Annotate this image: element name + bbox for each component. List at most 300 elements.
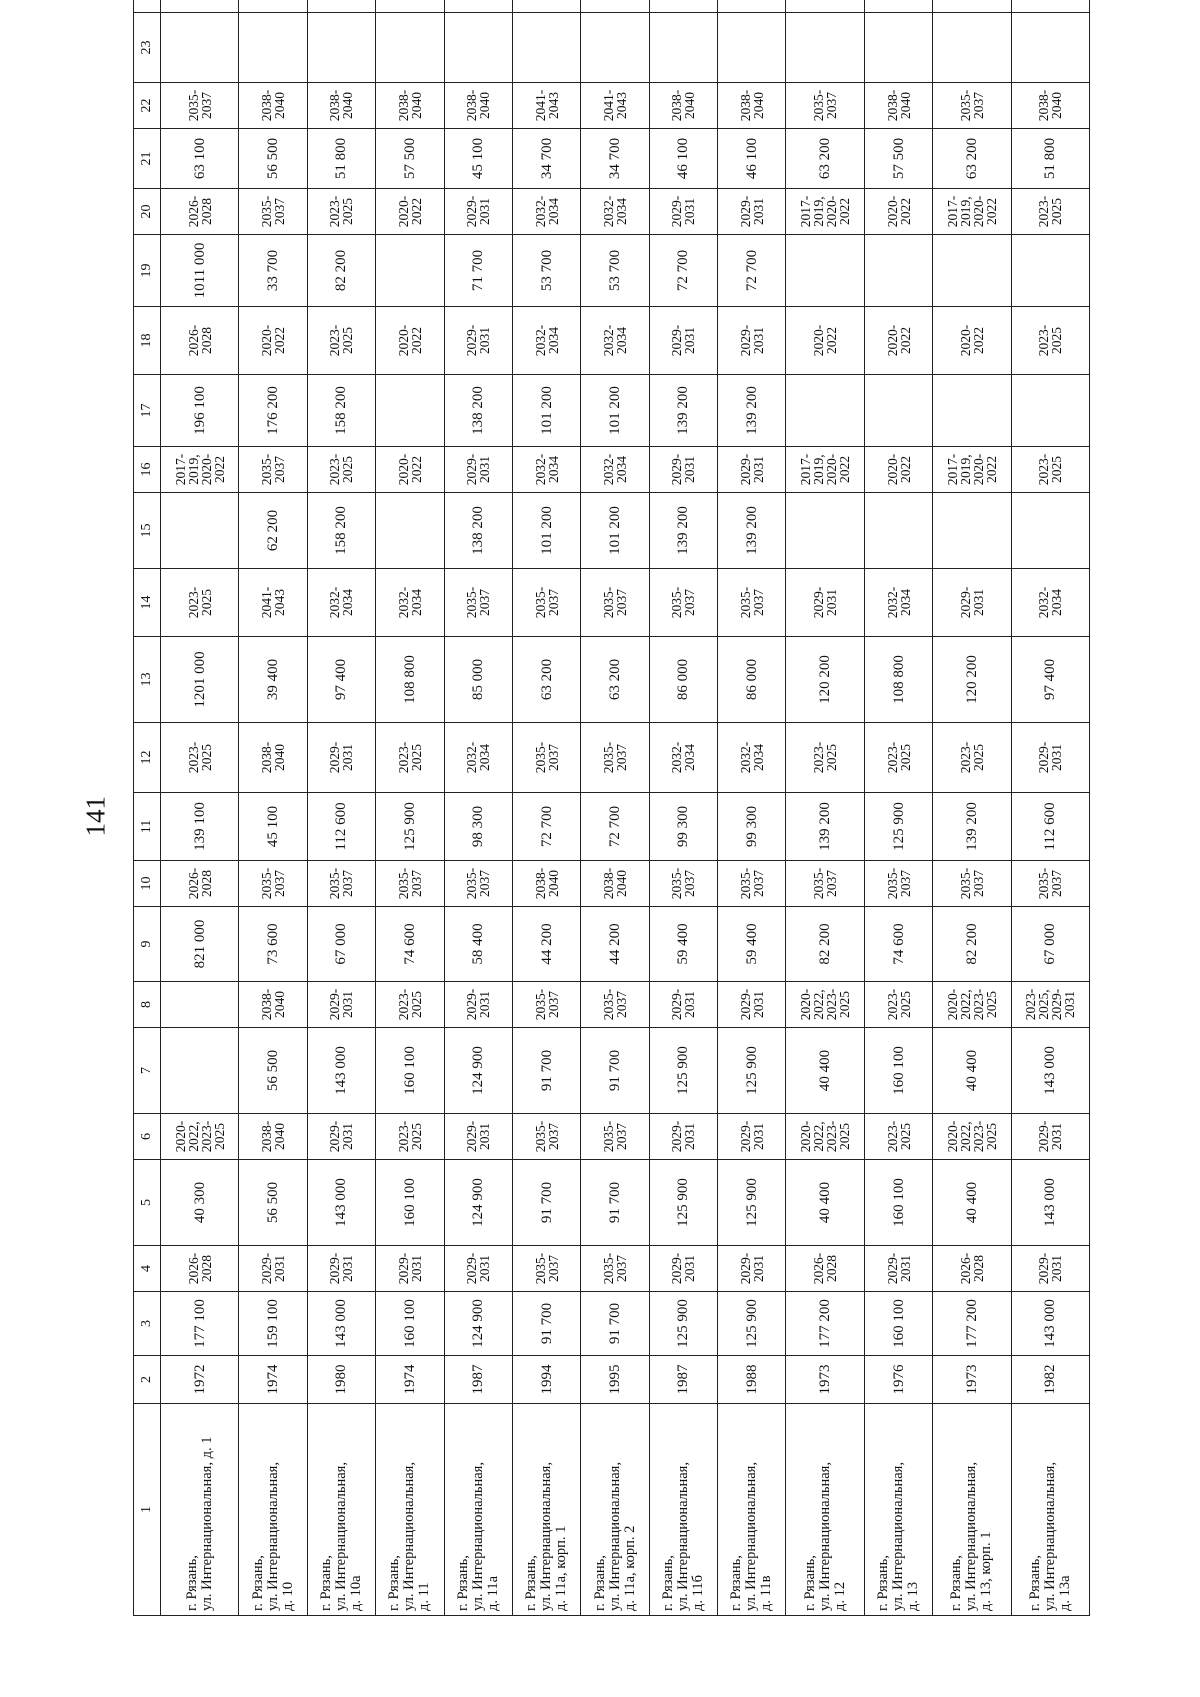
table-cell: 2032- 2034: [444, 723, 512, 793]
table-cell: 177 100: [161, 1292, 239, 1356]
table-cell: 2035- 2037: [933, 861, 1011, 907]
table-cell: [161, 493, 239, 569]
column-header: 10: [134, 861, 161, 907]
table-cell: 1976: [864, 1356, 932, 1404]
column-header: 14: [134, 569, 161, 637]
table-cell: 2038- 2040: [864, 83, 932, 129]
column-header: 2: [134, 1356, 161, 1404]
table-cell: 2035- 2037: [649, 861, 717, 907]
table-cell: 46 100: [649, 129, 717, 189]
table-cell: 2035- 2037: [581, 1246, 649, 1292]
table-cell: 2038- 2040: [376, 83, 444, 129]
table-cell: 2029- 2031: [718, 447, 786, 493]
table-cell: [1011, 375, 1089, 447]
address-cell: г. Рязань, ул. Интернациональная, д. 11а: [444, 1404, 512, 1616]
table-cell: 33 700: [239, 235, 307, 307]
table-cell: 1201 000: [161, 637, 239, 723]
table-cell: 125 900: [864, 793, 932, 861]
overhaul-schedule-table: [133, 0, 1090, 1616]
table-cell: [864, 13, 932, 83]
column-header: 5: [134, 1160, 161, 1246]
table-cell: 159 100: [239, 1292, 307, 1356]
table-cell: 85 000: [444, 637, 512, 723]
table-row: [444, 0, 512, 1616]
table-cell: 143 000: [307, 1292, 375, 1356]
table-cell: 2035- 2037: [581, 569, 649, 637]
table-cell: [933, 375, 1011, 447]
table-cell: [864, 0, 932, 13]
table-row: [161, 0, 239, 1616]
table-cell: 56 500: [239, 1160, 307, 1246]
table-cell: 2017- 2019, 2020- 2022: [786, 189, 864, 235]
table-cell: 98 300: [444, 793, 512, 861]
table-cell: 51 800: [1011, 129, 1089, 189]
table-cell: 2035- 2037: [239, 447, 307, 493]
table-cell: [786, 13, 864, 83]
table-cell: 45 100: [239, 793, 307, 861]
table-cell: 1011 000: [161, 235, 239, 307]
table-cell: 2029- 2031: [444, 982, 512, 1028]
table-cell: 2020- 2022: [864, 307, 932, 375]
address-cell: г. Рязань, ул. Интернациональная, д. 11а, корп. 1: [512, 1404, 580, 1616]
table-cell: 2029- 2031: [307, 1246, 375, 1292]
table-cell: [376, 235, 444, 307]
table-cell: 2029- 2031: [718, 1114, 786, 1160]
table-cell: 2023- 2025, 2029- 2031: [1011, 982, 1089, 1028]
table-cell: 160 100: [864, 1160, 932, 1246]
table-cell: 63 200: [581, 637, 649, 723]
column-header: 3: [134, 1292, 161, 1356]
table-cell: 2035- 2037: [512, 723, 580, 793]
table-cell: [1011, 13, 1089, 83]
table-cell: 2032- 2034: [512, 189, 580, 235]
table-cell: 2038- 2040: [649, 83, 717, 129]
table-cell: 2041- 2043: [581, 83, 649, 129]
table-cell: 139 100: [161, 793, 239, 861]
table-cell: 2035- 2037: [376, 861, 444, 907]
table-cell: 34 700: [512, 129, 580, 189]
table-cell: 120 200: [933, 637, 1011, 723]
table-cell: [307, 0, 375, 13]
table-cell: 39 400: [239, 637, 307, 723]
table-cell: [512, 13, 580, 83]
table-cell: 108 800: [376, 637, 444, 723]
table-cell: 2023- 2025: [1011, 447, 1089, 493]
table-cell: 91 700: [581, 1292, 649, 1356]
table-cell: 63 200: [933, 129, 1011, 189]
table-cell: 2020- 2022: [864, 189, 932, 235]
table-cell: 1973: [933, 1356, 1011, 1404]
address-cell: г. Рязань, ул. Интернациональная, д. 10а: [307, 1404, 375, 1616]
table-cell: 1973: [786, 1356, 864, 1404]
table-cell: 91 700: [581, 1028, 649, 1114]
address-cell: г. Рязань, ул. Интернациональная, д. 1: [161, 1404, 239, 1616]
table-cell: 2035- 2037: [718, 861, 786, 907]
table-cell: 67 000: [307, 907, 375, 982]
table-cell: 160 100: [864, 1028, 932, 1114]
address-cell: г. Рязань, ул. Интернациональная, д. 11в: [718, 1404, 786, 1616]
table-cell: [786, 375, 864, 447]
table-cell: 2020- 2022, 2023- 2025: [161, 1114, 239, 1160]
table-cell: 143 000: [307, 1160, 375, 1246]
table-cell: 139 200: [649, 375, 717, 447]
table-cell: 1988: [718, 1356, 786, 1404]
table-cell: 63 200: [512, 637, 580, 723]
table-cell: 101 200: [512, 493, 580, 569]
column-header: 21: [134, 129, 161, 189]
column-header: 13: [134, 637, 161, 723]
address-cell: г. Рязань, ул. Интернациональная, д. 10: [239, 1404, 307, 1616]
table-cell: 2035- 2037: [933, 83, 1011, 129]
table-cell: 2038- 2040: [239, 723, 307, 793]
table-cell: 2038- 2040: [239, 982, 307, 1028]
table-cell: 53 700: [581, 235, 649, 307]
table-cell: 91 700: [512, 1028, 580, 1114]
table-cell: 86 000: [649, 637, 717, 723]
table-cell: 2032- 2034: [649, 723, 717, 793]
table-cell: 44 200: [512, 907, 580, 982]
table-cell: 143 000: [1011, 1160, 1089, 1246]
table-cell: 2017- 2019, 2020- 2022: [933, 447, 1011, 493]
column-header: 12: [134, 723, 161, 793]
table-cell: 158 200: [307, 375, 375, 447]
table-cell: 2029- 2031: [444, 189, 512, 235]
table-cell: 40 400: [933, 1160, 1011, 1246]
table-cell: 1994: [512, 1356, 580, 1404]
table-cell: 2020- 2022: [376, 447, 444, 493]
table-cell: 2020- 2022, 2023- 2025: [786, 982, 864, 1028]
table-cell: [718, 0, 786, 13]
table-cell: 2035- 2037: [864, 861, 932, 907]
column-header: 7: [134, 1028, 161, 1114]
table-cell: 143 000: [1011, 1292, 1089, 1356]
table-cell: 2029- 2031: [444, 307, 512, 375]
table-row: [1011, 0, 1089, 1616]
page-number: 141: [80, 796, 111, 837]
table-cell: [444, 13, 512, 83]
table-cell: 2032- 2034: [581, 447, 649, 493]
table-cell: 1987: [649, 1356, 717, 1404]
table-cell: 2035- 2037: [239, 861, 307, 907]
table-cell: 56 500: [239, 129, 307, 189]
table-row: [786, 0, 864, 1616]
table-cell: 91 700: [512, 1160, 580, 1246]
table-cell: 2032- 2034: [512, 307, 580, 375]
table-cell: 74 600: [864, 907, 932, 982]
column-header: 16: [134, 447, 161, 493]
table-cell: 56 500: [239, 1028, 307, 1114]
table-cell: 2035- 2037: [1011, 861, 1089, 907]
table-cell: [161, 0, 239, 13]
table-cell: 2035- 2037: [649, 569, 717, 637]
table-cell: 2035- 2037: [161, 83, 239, 129]
table-cell: 2023- 2025: [933, 723, 1011, 793]
table-cell: 2023- 2025: [161, 723, 239, 793]
column-header: 18: [134, 307, 161, 375]
table-wrapper: [133, 40, 1090, 1616]
table-cell: 2038- 2040: [581, 861, 649, 907]
table-cell: 160 100: [376, 1160, 444, 1246]
table-row: [307, 0, 375, 1616]
column-header: 1: [134, 1404, 161, 1616]
table-cell: 143 000: [1011, 1028, 1089, 1114]
table-cell: 101 200: [581, 375, 649, 447]
table-cell: 101 200: [512, 375, 580, 447]
column-header: 6: [134, 1114, 161, 1160]
table-cell: [1011, 0, 1089, 13]
table-cell: [376, 493, 444, 569]
table-cell: 112 600: [1011, 793, 1089, 861]
table-cell: [864, 375, 932, 447]
table-cell: 125 900: [718, 1028, 786, 1114]
table-cell: 72 700: [718, 235, 786, 307]
table-cell: 2029- 2031: [444, 1246, 512, 1292]
table-cell: 2026- 2028: [161, 861, 239, 907]
table-cell: 2029- 2031: [649, 307, 717, 375]
table-cell: 2029- 2031: [444, 447, 512, 493]
table-cell: 2029- 2031: [307, 1114, 375, 1160]
table-cell: 2032- 2034: [718, 723, 786, 793]
table-cell: 82 200: [307, 235, 375, 307]
column-header: 9: [134, 907, 161, 982]
table-cell: 2032- 2034: [581, 189, 649, 235]
table-cell: 59 400: [649, 907, 717, 982]
table-cell: [864, 235, 932, 307]
table-cell: 124 900: [444, 1028, 512, 1114]
table-cell: [444, 0, 512, 13]
table-cell: 2035- 2037: [581, 723, 649, 793]
table-cell: 139 200: [718, 375, 786, 447]
table-cell: 108 800: [864, 637, 932, 723]
table-cell: [649, 13, 717, 83]
table-cell: 40 300: [161, 1160, 239, 1246]
table-cell: 2026- 2028: [161, 189, 239, 235]
table-cell: 2020- 2022: [239, 307, 307, 375]
table-cell: 2029- 2031: [444, 1114, 512, 1160]
table-cell: 2038- 2040: [512, 861, 580, 907]
column-header: 11: [134, 793, 161, 861]
table-cell: 2029- 2031: [933, 569, 1011, 637]
table-cell: 160 100: [864, 1292, 932, 1356]
table-row: [512, 0, 580, 1616]
table-cell: 34 700: [581, 129, 649, 189]
table-cell: 58 400: [444, 907, 512, 982]
table-cell: 2029- 2031: [307, 723, 375, 793]
table-cell: 2029- 2031: [1011, 1114, 1089, 1160]
table-cell: 2035- 2037: [307, 861, 375, 907]
table-cell: 2038- 2040: [307, 83, 375, 129]
table-cell: 2035- 2037: [512, 1114, 580, 1160]
table-cell: 2029- 2031: [649, 1246, 717, 1292]
table-cell: 2035- 2037: [786, 861, 864, 907]
table-cell: [933, 0, 1011, 13]
table-cell: 57 500: [376, 129, 444, 189]
table-cell: 125 900: [376, 793, 444, 861]
table-cell: 2035- 2037: [512, 1246, 580, 1292]
table-cell: 125 900: [718, 1160, 786, 1246]
table-cell: 2029- 2031: [718, 1246, 786, 1292]
table-cell: 2032- 2034: [1011, 569, 1089, 637]
table-cell: 72 700: [649, 235, 717, 307]
table-cell: 139 200: [718, 493, 786, 569]
table-cell: 2035- 2037: [444, 861, 512, 907]
table-cell: 160 100: [376, 1292, 444, 1356]
table-cell: 2020- 2022, 2023- 2025: [933, 982, 1011, 1028]
table-cell: 2029- 2031: [649, 982, 717, 1028]
table-cell: 97 400: [1011, 637, 1089, 723]
table-cell: 1974: [376, 1356, 444, 1404]
table-cell: 2026- 2028: [786, 1246, 864, 1292]
table-cell: 53 700: [512, 235, 580, 307]
column-header: 4: [134, 1246, 161, 1292]
table-cell: [376, 0, 444, 13]
table-cell: 125 900: [718, 1292, 786, 1356]
table-cell: 2026- 2028: [933, 1246, 1011, 1292]
table-cell: [786, 493, 864, 569]
table-cell: 2029- 2031: [864, 1246, 932, 1292]
table-cell: 2032- 2034: [307, 569, 375, 637]
table-cell: [786, 235, 864, 307]
address-cell: г. Рязань, ул. Интернациональная, д. 13а: [1011, 1404, 1089, 1616]
table-cell: 2035- 2037: [581, 1114, 649, 1160]
table-cell: 63 200: [786, 129, 864, 189]
table-cell: 86 000: [718, 637, 786, 723]
table-cell: 2023- 2025: [307, 189, 375, 235]
table-cell: 138 200: [444, 493, 512, 569]
table-cell: 2035- 2037: [512, 982, 580, 1028]
table-cell: [581, 0, 649, 13]
table-cell: 2041- 2043: [512, 83, 580, 129]
table-cell: 2020- 2022: [376, 307, 444, 375]
table-cell: 2023- 2025: [864, 723, 932, 793]
table-cell: 2023- 2025: [1011, 307, 1089, 375]
table-cell: 67 000: [1011, 907, 1089, 982]
table-cell: 2023- 2025: [376, 982, 444, 1028]
table-cell: 2029- 2031: [718, 307, 786, 375]
table-cell: 91 700: [581, 1160, 649, 1246]
table-cell: 2035- 2037: [581, 982, 649, 1028]
table-cell: 125 900: [649, 1028, 717, 1114]
table-cell: 1987: [444, 1356, 512, 1404]
table-cell: [161, 1028, 239, 1114]
table-cell: 1972: [161, 1356, 239, 1404]
address-cell: г. Рязань, ул. Интернациональная, д. 11: [376, 1404, 444, 1616]
address-cell: г. Рязань, ул. Интернациональная, д. 11б: [649, 1404, 717, 1616]
table-cell: [239, 0, 307, 13]
table-cell: 2017- 2019, 2020- 2022: [161, 447, 239, 493]
table-cell: 2026- 2028: [161, 307, 239, 375]
table-cell: [864, 493, 932, 569]
table-cell: 46 100: [718, 129, 786, 189]
table-cell: 2032- 2034: [864, 569, 932, 637]
table-cell: 125 900: [649, 1160, 717, 1246]
table-cell: 2035- 2037: [444, 569, 512, 637]
table-cell: 2029- 2031: [1011, 1246, 1089, 1292]
table-cell: 2029- 2031: [786, 569, 864, 637]
table-cell: [718, 13, 786, 83]
table-cell: 1980: [307, 1356, 375, 1404]
table-cell: 73 600: [239, 907, 307, 982]
table-header: [134, 0, 161, 1616]
table-cell: [307, 13, 375, 83]
column-header: 17: [134, 375, 161, 447]
table-cell: 139 200: [649, 493, 717, 569]
table-cell: 40 400: [933, 1028, 1011, 1114]
table-cell: 2029- 2031: [718, 982, 786, 1028]
table-cell: 2023- 2025: [864, 1114, 932, 1160]
table-cell: 196 100: [161, 375, 239, 447]
table-cell: 2038- 2040: [239, 1114, 307, 1160]
table-cell: 51 800: [307, 129, 375, 189]
table-cell: 2032- 2034: [376, 569, 444, 637]
table-cell: 2023- 2025: [786, 723, 864, 793]
column-header: 20: [134, 189, 161, 235]
table-cell: 2035- 2037: [786, 83, 864, 129]
table-cell: [581, 13, 649, 83]
table-cell: 2029- 2031: [239, 1246, 307, 1292]
table-cell: 2023- 2025: [1011, 189, 1089, 235]
column-header: 15: [134, 493, 161, 569]
table-cell: 2035- 2037: [512, 569, 580, 637]
table-cell: 91 700: [512, 1292, 580, 1356]
table-cell: 57 500: [864, 129, 932, 189]
table-cell: [512, 0, 580, 13]
table-cell: 2017- 2019, 2020- 2022: [786, 447, 864, 493]
table-cell: 99 300: [649, 793, 717, 861]
table-cell: [161, 13, 239, 83]
table-cell: 177 200: [786, 1292, 864, 1356]
table-cell: 62 200: [239, 493, 307, 569]
table-cell: 2023- 2025: [161, 569, 239, 637]
table-cell: 2029- 2031: [718, 189, 786, 235]
table-cell: 124 900: [444, 1160, 512, 1246]
table-cell: 177 200: [933, 1292, 1011, 1356]
column-header: 8: [134, 982, 161, 1028]
table-cell: 2023- 2025: [376, 1114, 444, 1160]
table-body: [161, 0, 1090, 1616]
table-cell: [1011, 235, 1089, 307]
table-cell: 124 900: [444, 1292, 512, 1356]
table-cell: 2020- 2022: [933, 307, 1011, 375]
address-cell: г. Рязань, ул. Интернациональная, д. 13: [864, 1404, 932, 1616]
table-cell: 158 200: [307, 493, 375, 569]
column-header: [134, 0, 161, 13]
table-cell: 2029- 2031: [307, 982, 375, 1028]
table-cell: [376, 13, 444, 83]
table-cell: 59 400: [718, 907, 786, 982]
table-cell: 2020- 2022, 2023- 2025: [786, 1114, 864, 1160]
table-cell: 176 200: [239, 375, 307, 447]
table-cell: 2035- 2037: [239, 189, 307, 235]
table-row: [718, 0, 786, 1616]
table-cell: 72 700: [512, 793, 580, 861]
table-row: [864, 0, 932, 1616]
table-cell: 40 400: [786, 1028, 864, 1114]
table-cell: 99 300: [718, 793, 786, 861]
table-cell: 45 100: [444, 129, 512, 189]
table-cell: 120 200: [786, 637, 864, 723]
table-row: [376, 0, 444, 1616]
table-cell: 44 200: [581, 907, 649, 982]
table-cell: 2038- 2040: [239, 83, 307, 129]
table-row: [239, 0, 307, 1616]
table-cell: 71 700: [444, 235, 512, 307]
table-cell: 2026- 2028: [161, 1246, 239, 1292]
table-cell: 63 100: [161, 129, 239, 189]
table-cell: 101 200: [581, 493, 649, 569]
table-cell: 2041- 2043: [239, 569, 307, 637]
column-header: 23: [134, 13, 161, 83]
